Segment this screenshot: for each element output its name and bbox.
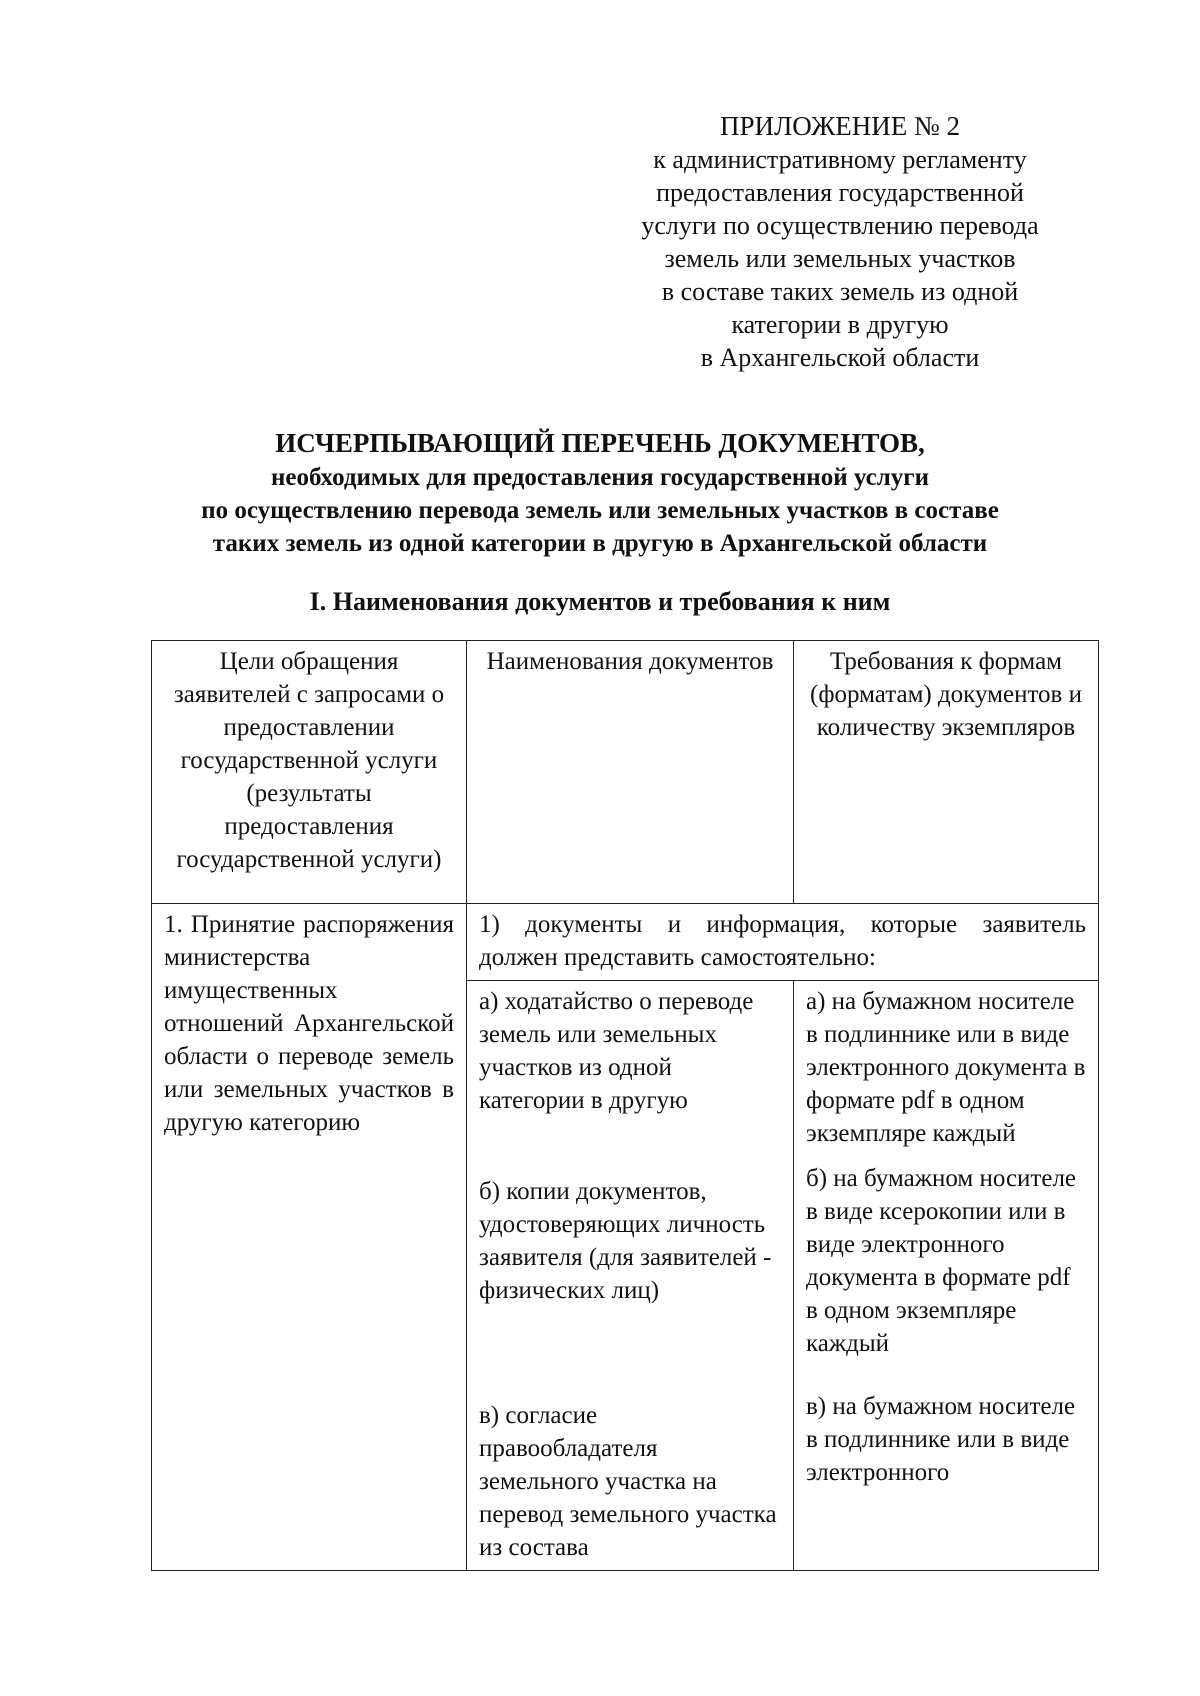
document-title-line: необходимых для предоставления государственной услуги xyxy=(271,464,929,491)
appendix-header: ПРИЛОЖЕНИЕ № 2 xyxy=(719,111,961,141)
goal-cell: 1. Принятие распоряжения министерства имущественных отношений Архангельской области о переводе земель или земельных участков в другую категорию xyxy=(152,904,467,1571)
header-names: Наименования документов xyxy=(467,641,794,904)
document-title xyxy=(120,425,1080,560)
document-item: в) согласие правообладателя земельного участка на перевод земельного участка из состава xyxy=(479,1402,777,1561)
appendix-line: к административному регламенту xyxy=(653,145,1027,174)
header-requirements: Требования к формам (форматам) документов и количеству экземпляров xyxy=(794,641,1099,904)
appendix-line: категории в другую xyxy=(731,310,949,339)
document-title-line: таких земель из одной категории в другую в Архангельской области xyxy=(212,530,988,557)
appendix-line: предоставления государственной xyxy=(656,178,1024,207)
documents-table xyxy=(151,640,1099,1571)
document-item: б) копии документов, удостоверяющих личность заявителя (для заявителей - физических лиц) xyxy=(479,1178,772,1304)
subheader-line: 1) документы и информация, которые заявитель xyxy=(479,911,1086,938)
table-row xyxy=(152,904,1099,981)
appendix-line: земель или земельных участков xyxy=(664,244,1016,273)
subheader-cell xyxy=(467,904,1099,981)
requirements-cell xyxy=(794,981,1099,1571)
requirement-item: в) на бумажном носителе в подлиннике или в виде электронного xyxy=(806,1393,1076,1486)
table-header-row xyxy=(152,641,1099,904)
requirement-item: б) на бумажном носителе в виде ксерокопии или в виде электронного документа в формате pdf в одном экземпляре каждый xyxy=(806,1165,1077,1357)
document-title-line: по осуществлению перевода земель или земельных участков в составе xyxy=(201,497,999,524)
appendix-block xyxy=(560,110,1120,374)
document-title-main: ИСЧЕРПЫВАЮЩИЙ ПЕРЕЧЕНЬ ДОКУМЕНТОВ, xyxy=(275,428,925,458)
document-item: а) ходатайство о переводе земель или земельных участков из одной категории в другую xyxy=(479,988,754,1114)
documents-cell xyxy=(467,981,794,1571)
appendix-line: услуги по осуществлению перевода xyxy=(641,211,1039,240)
subheader-line: должен представить самостоятельно: xyxy=(479,944,876,971)
header-goals: Цели обращения заявителей с запросами о предоставлении государственной услуги (результаты предоставления государственной услуги) xyxy=(152,641,467,904)
requirement-item: а) на бумажном носителе в подлиннике или в виде электронного документа в формате pdf в одном экземпляре каждый xyxy=(806,988,1086,1147)
section-title: I. Наименования документов и требования к ним xyxy=(309,587,891,616)
appendix-line: в Архангельской области xyxy=(700,343,980,372)
appendix-line: в составе таких земель из одной xyxy=(661,277,1019,306)
